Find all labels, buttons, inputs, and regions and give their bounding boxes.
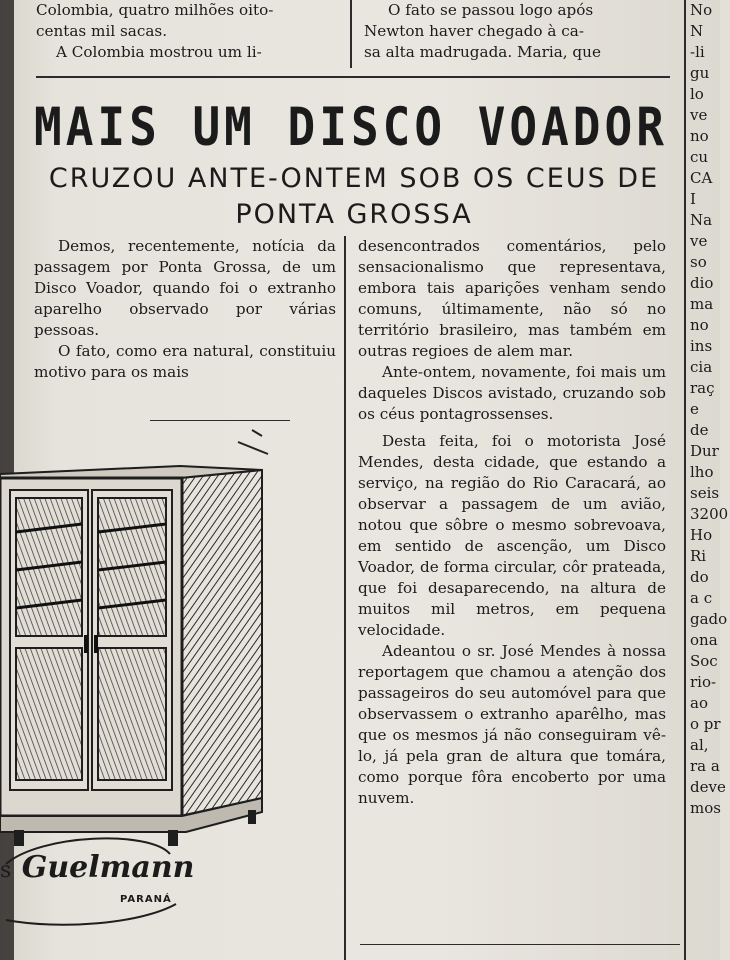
previous-article-left xyxy=(36,0,336,63)
adjacent-fragment-29: gado xyxy=(690,610,728,628)
adjacent-fragment-6: no xyxy=(690,127,709,145)
adjacent-fragment-27: do xyxy=(690,568,709,586)
adjacent-fragment-32: rio- xyxy=(690,673,717,691)
adjacent-fragment-9: I xyxy=(690,190,696,208)
column-2-bottom-rule xyxy=(360,944,680,945)
adjacent-fragment-28: a c xyxy=(690,589,713,607)
adjacent-fragment-34: o pr xyxy=(690,715,721,733)
adjacent-fragment-7: cu xyxy=(690,148,709,166)
article-subheadline-line-1: CRUZOU ANTE-ONTEM SOB OS CEUS DE xyxy=(48,163,660,194)
adjacent-fragment-14: ma xyxy=(690,295,714,313)
previous-left-line-1: Colombia, quatro milhões oito- xyxy=(36,1,274,19)
adjacent-fragment-20: de xyxy=(690,421,709,439)
adjacent-fragment-13: dio xyxy=(690,274,714,292)
adjacent-fragment-5: ve xyxy=(690,106,708,124)
adjacent-fragment-37: deve xyxy=(690,778,726,796)
brand-prefix: s xyxy=(0,858,12,883)
column-1-paragraph-2: O fato, como era natural, constituiu motivo para os mais xyxy=(34,342,336,381)
adjacent-fragment-26: Ri xyxy=(690,547,707,565)
adjacent-fragment-10: Na xyxy=(690,211,713,229)
adjacent-fragment-22: lho xyxy=(690,463,714,481)
adjacent-fragment-12: so xyxy=(690,253,707,271)
column-2-paragraph-1: desencontrados comentários, pelo sensacionalismo que representava, embora tais aparições venham sendo comuns, últimamente, não só no território brasileiro, mas também em outras regioes de alem mar. xyxy=(358,237,666,360)
adjacent-fragment-33: ao xyxy=(690,694,708,712)
adjacent-fragment-35: al, xyxy=(690,736,709,754)
adjacent-fragment-21: Dur xyxy=(690,442,719,460)
brand-location: PARANÁ xyxy=(120,894,172,905)
previous-article-right xyxy=(364,0,682,63)
previous-left-line-2: centas mil sacas. xyxy=(36,22,168,40)
previous-right-line-2: Newton haver chegado à ca- xyxy=(364,22,584,40)
adjacent-fragment-3: gu xyxy=(690,64,710,82)
column-divider-middle xyxy=(344,236,346,960)
column-1-paragraph-1: Demos, recentemente, notícia da passagem por Ponta Grossa, de um Disco Voador, quando foi o extranho aparelho observado por várias pessoas. xyxy=(34,237,336,339)
adjacent-fragment-30: ona xyxy=(690,631,718,649)
adjacent-fragment-19: e xyxy=(690,400,699,418)
article-subheadline-line-2: PONTA GROSSA xyxy=(235,199,473,230)
adjacent-fragment-25: Ho xyxy=(690,526,713,544)
cabinet-illustration xyxy=(0,420,300,850)
adjacent-fragment-15: no xyxy=(690,316,709,334)
article-column-1 xyxy=(34,236,336,383)
article-headline: MAIS UM DISCO VOADOR xyxy=(34,95,668,158)
adjacent-column-fragments xyxy=(690,0,730,819)
adjacent-fragment-31: Soc xyxy=(690,652,718,670)
adjacent-fragment-4: lo xyxy=(690,85,704,103)
previous-left-line-3: A Colombia mostrou um li- xyxy=(56,43,262,61)
column-2-paragraph-3: Desta feita, foi o motorista José Mendes, desta cidade, que estando a serviço, na região do Rio Caracará, ao observar a passagem de um avião, notou que sôbre o mesmo sobrevoava, em sentido de ascenção, um Disco Voador, de forma circular, côr prateada, que foi desaparecendo, na altura de muitos mil metros, em pequena velocidade. xyxy=(358,432,666,639)
column-2-paragraph-2: Ante-ontem, novamente, foi mais um daqueles Discos avistado, cruzando sob os céus pontagrossenses. xyxy=(358,363,666,423)
section-rule-top xyxy=(36,76,670,78)
column-divider-right xyxy=(684,0,686,960)
previous-right-line-1: O fato se passou logo após xyxy=(388,1,594,19)
adjacent-fragment-8: CA xyxy=(690,169,713,187)
brand-logo xyxy=(0,850,194,885)
adjacent-fragment-36: ra a xyxy=(690,757,720,775)
brand-name: Guelmann xyxy=(21,850,195,885)
adjacent-fragment-18: raç xyxy=(690,379,715,397)
adjacent-fragment-2: -li xyxy=(690,43,705,61)
adjacent-fragment-24: 3200 xyxy=(690,505,729,523)
article-column-2 xyxy=(358,236,666,809)
adjacent-fragment-38: mos xyxy=(690,799,721,817)
previous-right-line-3: sa alta madrugada. Maria, que xyxy=(364,43,601,61)
adjacent-fragment-16: ins xyxy=(690,337,713,355)
adjacent-fragment-23: seis xyxy=(690,484,720,502)
adjacent-fragment-17: cia xyxy=(690,358,713,376)
column-2-paragraph-4: Adeantou o sr. José Mendes à nossa reportagem que chamou a atenção dos passageiros do seu automóvel para que observassem o extranho aparêlho, mas que os mesmos já não conseguiram vê-lo, já pela gran de altura que tomára, como porque fôra encoberto por uma nuvem. xyxy=(358,642,666,807)
adjacent-fragment-0: No xyxy=(690,1,713,19)
adjacent-fragment-1: N xyxy=(690,22,704,40)
column-divider-top xyxy=(350,0,352,68)
adjacent-fragment-11: ve xyxy=(690,232,708,250)
